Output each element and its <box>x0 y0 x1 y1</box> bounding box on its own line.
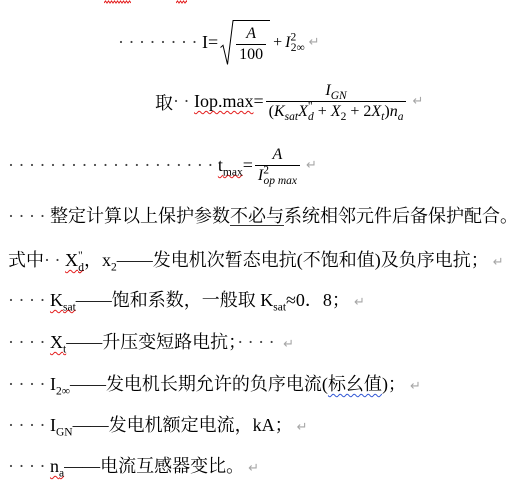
description: ——发电机额定电流，kA； <box>72 415 293 435</box>
definition-ksat <box>8 289 365 314</box>
paragraph-mark: ↵ <box>412 94 424 109</box>
negative-sequence-current-symbol <box>49 374 70 398</box>
description: ——电流互感器变比。 <box>64 456 245 476</box>
where-clause <box>8 249 504 274</box>
formula-prefix: 取 <box>155 92 173 113</box>
formatting-space-marks: ···· <box>8 374 50 394</box>
description: ——发电机次暂态电抗(不饱和值)及负序电抗； <box>116 250 489 270</box>
fraction-numerator <box>266 81 407 101</box>
paragraph-mark: ↵ <box>248 461 259 476</box>
subscript: max <box>222 166 243 179</box>
saturation-coefficient-symbol <box>49 290 76 314</box>
spellcheck-squiggle <box>104 0 131 4</box>
negative-sequence-reactance-symbol: X <box>330 103 341 120</box>
plus-operator: + <box>273 33 283 51</box>
formatting-space-marks: ···· <box>8 290 50 310</box>
formatting-space-marks: ········ <box>118 32 202 52</box>
rated-current-symbol: I <box>325 82 331 99</box>
subscript: 2 <box>110 261 117 274</box>
fraction <box>266 81 407 122</box>
subscript: GN <box>55 426 73 439</box>
formatting-space-marks: ·· <box>44 250 65 270</box>
saturation-coefficient-symbol: K <box>273 103 285 120</box>
where-label: 式中 <box>8 250 44 270</box>
fraction-denominator <box>255 165 300 186</box>
subscript: GN <box>330 90 347 103</box>
formula-lhs: I= <box>201 32 219 52</box>
subscript: a <box>58 467 65 480</box>
spellcheck-squiggle <box>176 0 187 4</box>
subscript: a <box>397 111 404 124</box>
plus-operator: + <box>317 103 327 120</box>
coefficient: 2 <box>363 103 372 120</box>
formatting-space-marks: ·· <box>173 91 194 111</box>
subtransient-reactance-symbol: X <box>298 103 308 120</box>
open-parenthesis: ( <box>268 103 274 120</box>
formatting-space-marks: ···· <box>8 332 50 352</box>
negative-sequence-reactance-symbol: x <box>101 250 111 270</box>
definition-xt <box>8 331 295 356</box>
separator: ， <box>83 250 102 270</box>
paragraph-mark: ↵ <box>283 337 295 352</box>
square-root <box>220 20 270 65</box>
fraction <box>236 24 266 65</box>
formatting-space-marks: ···· <box>8 456 50 476</box>
description: ——发电机长期允许的负序电流( <box>69 374 328 394</box>
description: ——升压变短路电抗； <box>66 332 238 352</box>
definition-na <box>8 455 259 480</box>
paragraph-mark: ↵ <box>296 420 308 435</box>
subscript: d <box>78 261 84 274</box>
formula-negative-sequence-current <box>118 20 320 65</box>
current-symbol: I <box>257 167 264 184</box>
symbol-base: X <box>65 250 78 270</box>
subscript: sat <box>284 111 299 124</box>
negative-sequence-current-term <box>285 31 305 54</box>
formatting-space-marks: ···· <box>237 332 280 352</box>
formula-lhs <box>217 155 243 179</box>
fraction-denominator <box>266 101 407 122</box>
subscript: t <box>62 343 67 356</box>
paragraph-text: 系统相邻元件后备保护配合。 <box>283 206 518 226</box>
fraction-numerator: A <box>272 146 283 163</box>
typical-value: ≈0．8； <box>286 290 350 310</box>
symbol-base: X <box>49 332 63 352</box>
paragraph-text: 整定计算以上保护参数 <box>49 206 230 226</box>
subscript: sat <box>273 301 287 314</box>
equals-sign: = <box>242 155 253 175</box>
underlined-text: 不必与 <box>229 206 284 226</box>
superscript: " <box>78 250 83 262</box>
close-parenthesis: ) <box>384 103 390 120</box>
fraction <box>255 145 300 186</box>
subtransient-reactance-symbol <box>65 250 84 274</box>
symbol-base: I <box>49 415 56 435</box>
radicand <box>233 20 270 65</box>
ct-ratio-symbol <box>49 456 65 480</box>
description: )； <box>381 374 406 394</box>
rated-current-symbol <box>49 415 73 439</box>
current-symbol: I <box>285 33 291 51</box>
symbol-base: I <box>49 374 56 394</box>
subscript: t <box>381 111 385 124</box>
symbol-base: K <box>49 290 63 310</box>
formula-max-time <box>8 145 317 186</box>
note-paragraph <box>8 205 518 227</box>
equals-sign: = <box>253 91 264 111</box>
definition-ign <box>8 414 308 439</box>
time-symbol: t <box>217 155 223 175</box>
grammar-flagged-text: 标幺值 <box>327 374 382 394</box>
ct-ratio-symbol: n <box>389 103 398 120</box>
fraction-numerator: A <box>246 25 256 42</box>
superscript: " <box>307 100 313 113</box>
formatting-space-marks: ···· <box>8 206 50 226</box>
radical-sign <box>220 20 234 65</box>
paragraph-mark: ↵ <box>353 295 365 310</box>
paragraph-mark: ↵ <box>308 35 320 50</box>
symbol-base: n <box>49 456 59 476</box>
fraction-denominator: 100 <box>236 44 266 65</box>
formula-lhs: Iop.max <box>194 91 254 111</box>
superscript: 2 <box>290 31 297 44</box>
subscript: 2 <box>340 111 347 124</box>
paragraph-mark: ↵ <box>409 379 421 394</box>
formula-operating-current-max <box>155 81 423 122</box>
subscript: d <box>308 111 314 124</box>
transformer-reactance-symbol <box>49 332 67 356</box>
subscript: 2∞ <box>290 41 305 54</box>
paragraph-mark: ↵ <box>306 158 317 173</box>
superscript: 2 <box>263 164 269 177</box>
subscript: op max <box>263 175 297 188</box>
formatting-space-marks: ···· <box>8 415 50 435</box>
description: ——饱和系数，一般取 K <box>75 290 274 310</box>
plus-operator: + <box>350 103 360 120</box>
formatting-space-marks: ···················· <box>8 155 218 175</box>
transformer-reactance-symbol: X <box>371 103 382 120</box>
subscript: sat <box>62 301 76 314</box>
subscript: 2∞ <box>55 385 70 398</box>
paragraph-mark: ↵ <box>492 255 504 270</box>
definition-i2-infinity <box>8 373 421 398</box>
